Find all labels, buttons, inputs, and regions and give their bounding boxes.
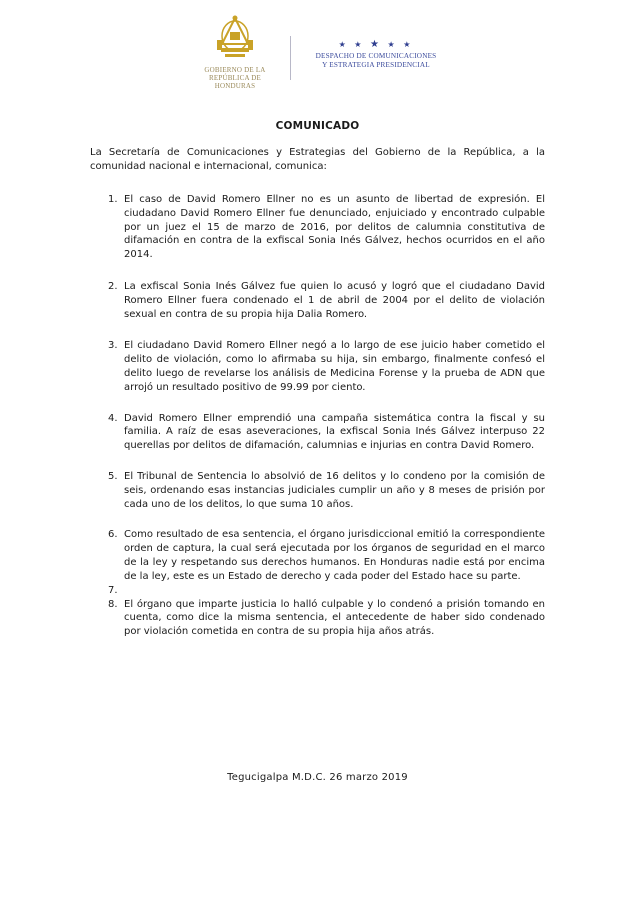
document-title: COMUNICADO xyxy=(275,120,360,132)
item-number: 4. xyxy=(108,412,118,424)
item-number: 6. xyxy=(108,529,118,541)
list-item xyxy=(90,280,545,321)
list-item xyxy=(90,528,545,583)
list-item xyxy=(90,339,545,394)
despacho-line2: Y ESTRATEGIA PRESIDENCIAL xyxy=(322,61,430,69)
letterhead xyxy=(190,14,460,92)
item-text: David Romero Ellner emprendió una campaña sistemática contra la fiscal y su familia. A raíz de esas aseveraciones, la exfiscal Sonia Inés Gálvez interpuso 22 querellas por delitos de difamación, calumnias e injurias en contra David Romero. xyxy=(124,412,545,452)
list-item xyxy=(90,598,545,639)
intro-paragraph: La Secretaría de Comunicaciones y Estrategias del Gobierno de la República, a la comunidad nacional e internacional, comunica: xyxy=(90,147,545,172)
item-text: La exfiscal Sonia Inés Gálvez fue quien lo acusó y logró que el ciudadano David Romero Ellner fuera condenado el 1 de abril de 2004 por el delito de violación sexual en contra de su propia hija Dalia Romero. xyxy=(124,280,545,320)
list-item xyxy=(90,470,545,511)
list-item xyxy=(90,412,545,453)
item-number: 7. xyxy=(108,584,118,596)
item-number: 3. xyxy=(108,340,118,352)
item-number: 8. xyxy=(108,598,118,610)
gov-name-line1: GOBIERNO DE LA xyxy=(204,66,266,74)
item-text: El órgano que imparte justicia lo halló culpable y lo condenó a prisión tomando en cuenta, como dice la misma sentencia, el antecedente de haber sido condenado por violación cometida en contra de su propia hija años atrás. xyxy=(124,598,545,638)
government-name xyxy=(190,66,280,90)
statement-list xyxy=(90,193,545,639)
stars-icon: ★ ★ ★ ★ ★ xyxy=(338,39,414,50)
despacho-line1: DESPACHO DE COMUNICACIONES xyxy=(315,52,437,60)
item-text: Como resultado de esa sentencia, el órgano jurisdiccional emitió la correspondiente orden de captura, la cual será ejecutada por los órganos de seguridad en el marco de la ley y respetando sus derechos humanos. En Honduras nadie está por encima de la ley, este es un Estado de derecho y cada poder del Estado hace su parte. xyxy=(124,529,545,582)
item-text: El caso de David Romero Ellner no es un asunto de libertad de expresión. El ciudadano David Romero Ellner fue denunciado, enjuiciado y encontrado culpable por un juez el 15 de marzo de 2016, por delitos de calumnia constitutiva de difamación en contra de la exfiscal Sonia Inés Gálvez, hechos ocurridos en el año 2014. xyxy=(124,194,545,261)
item-text: El Tribunal de Sentencia lo absolvió de 16 delitos y lo condeno por la comisión de seis, ordenando esas instancias judiciales cumplir un año y 8 meses de prisión por cada uno de los delitos, lo que suma 10 años. xyxy=(124,470,545,510)
list-item xyxy=(90,584,545,598)
gov-name-line2: REPÚBLICA DE HONDURAS xyxy=(209,74,261,90)
item-number: 2. xyxy=(108,280,118,292)
despacho-block xyxy=(296,40,456,70)
coat-of-arms-icon xyxy=(215,14,255,60)
place-and-date: Tegucigalpa M.D.C. 26 marzo 2019 xyxy=(227,772,408,783)
list-item xyxy=(90,193,545,262)
government-logo-block xyxy=(190,14,280,90)
item-number: 5. xyxy=(108,470,118,482)
item-text: El ciudadano David Romero Ellner negó a lo largo de ese juicio haber cometido el delito de violación, como lo afirmaba su hija, sin embargo, finalmente confesó el delito luego de revelarse los análisis de Medicina Forense y la prueba de ADN que arrojó un resultado positivo de 99.99 por ciento. xyxy=(124,340,545,393)
despacho-name xyxy=(296,52,456,70)
item-number: 1. xyxy=(108,194,118,205)
header-divider xyxy=(290,36,291,80)
